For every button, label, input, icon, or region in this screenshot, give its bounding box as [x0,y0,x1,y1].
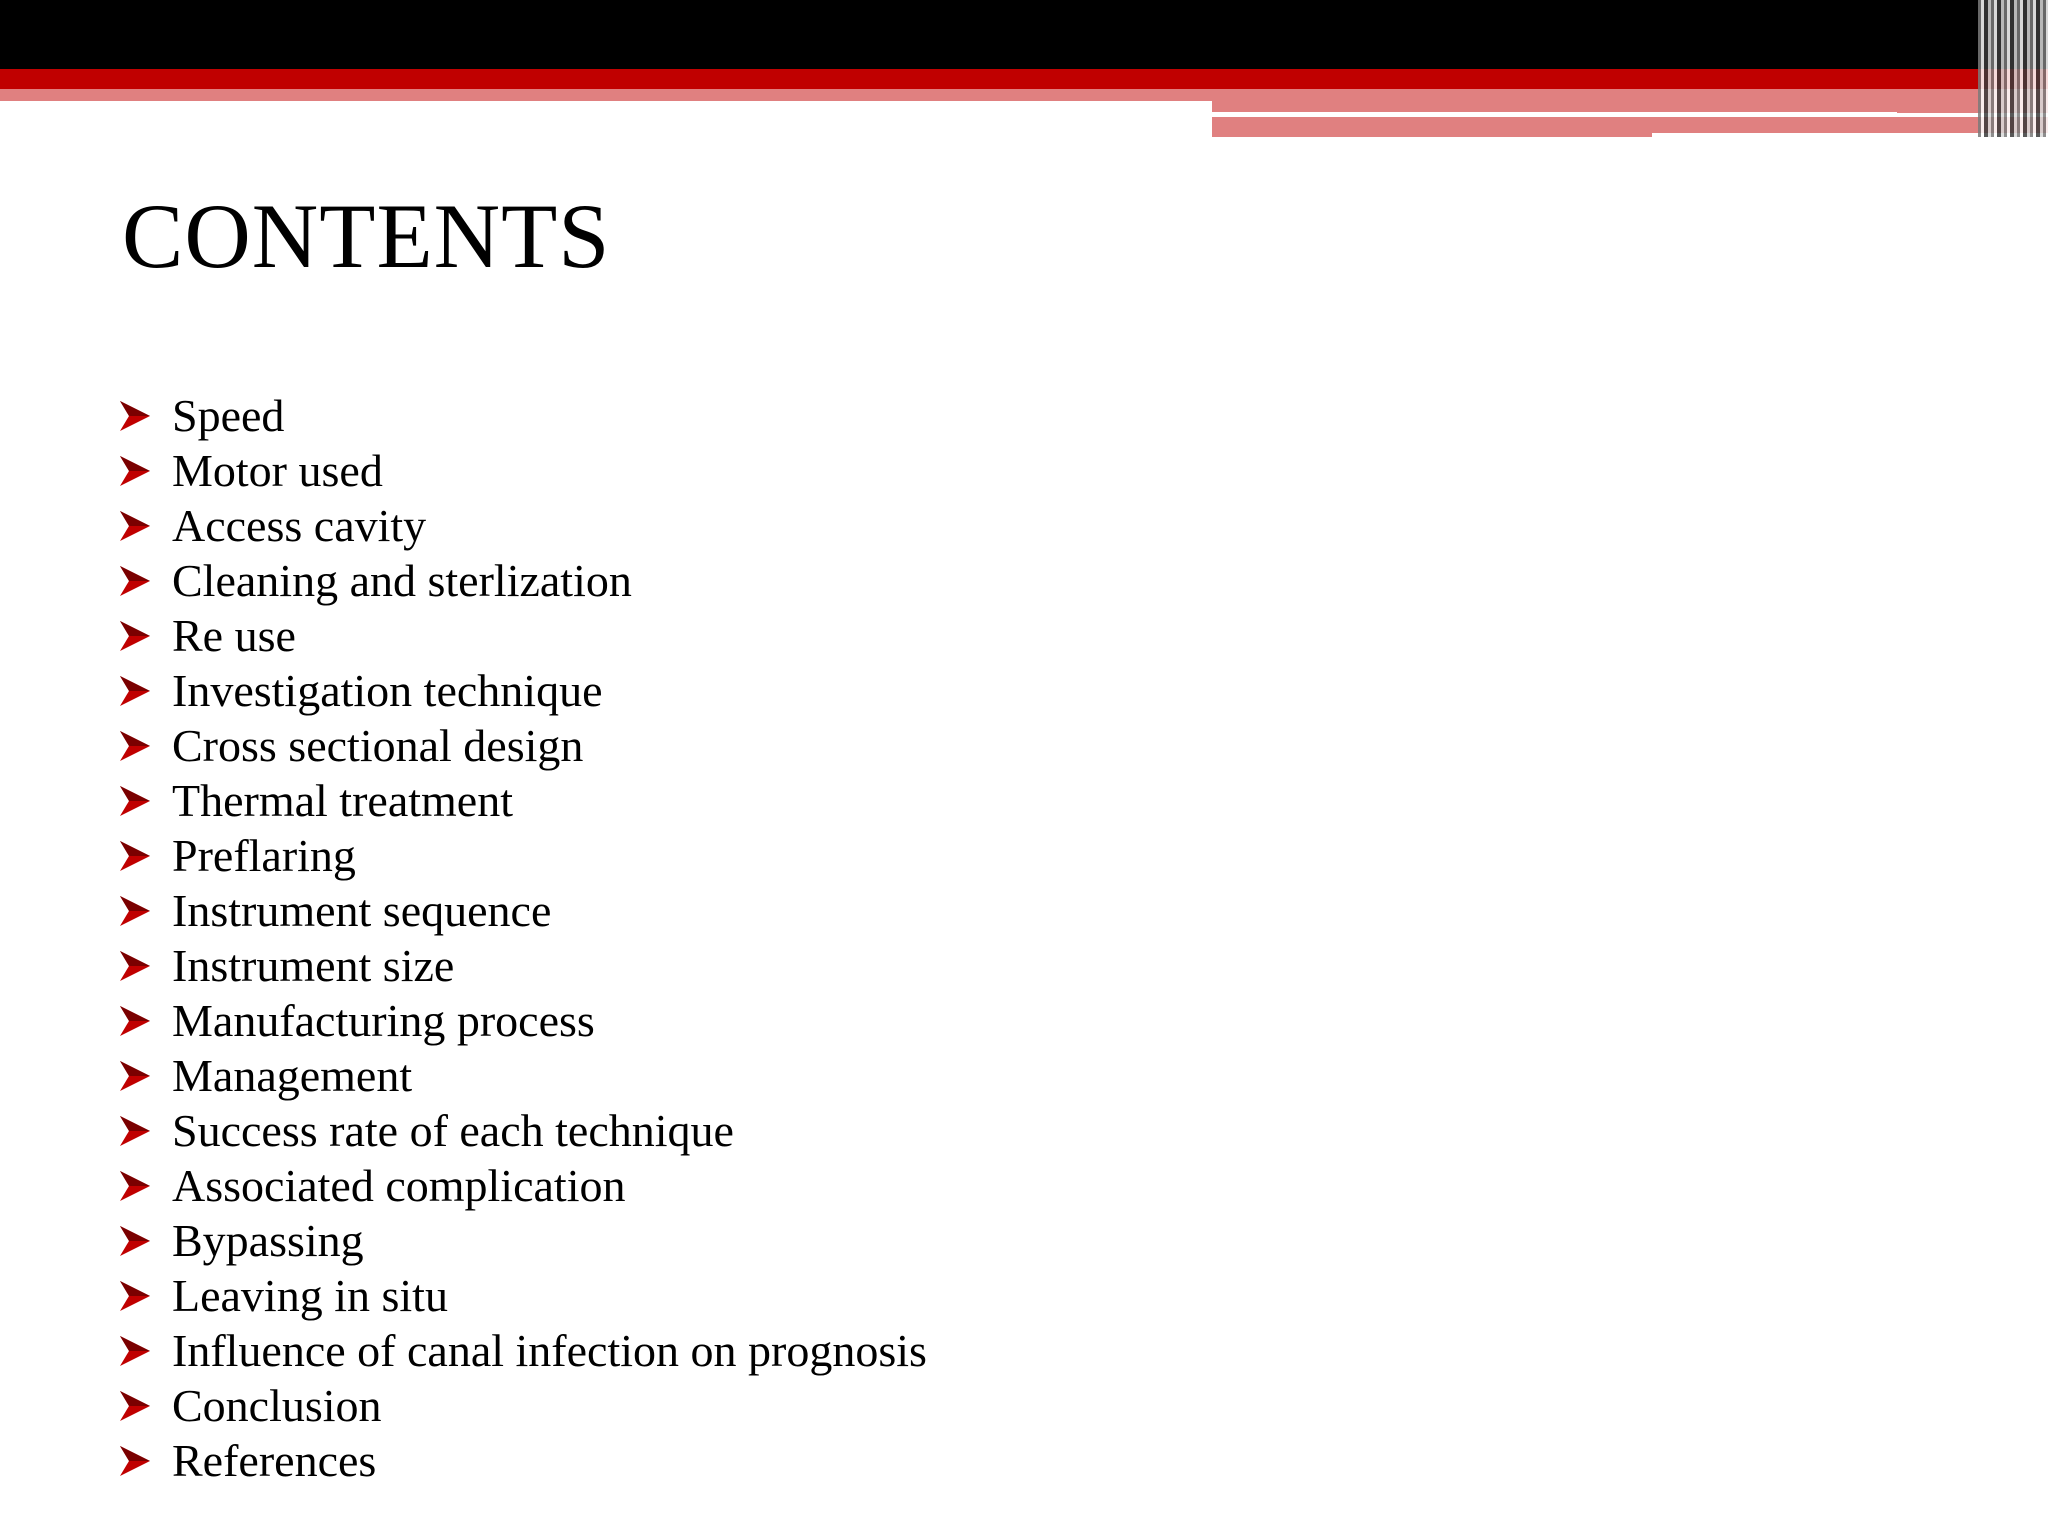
list-item-text: Investigation technique [172,665,603,716]
header-stripes-decoration [1978,0,2048,137]
arrowhead-bullet-icon [118,1389,172,1423]
list-item-text: Thermal treatment [172,775,514,826]
arrowhead-bullet-icon [118,1114,172,1148]
contents-list [118,388,927,1488]
arrowhead-bullet-icon [118,454,172,488]
list-item-text: Influence of canal infection on prognosis [172,1325,927,1376]
list-item-text: Access cavity [172,500,427,551]
list-item [118,443,927,498]
arrowhead-bullet-icon [118,1004,172,1038]
list-item [118,718,927,773]
arrowhead-bullet-icon [118,949,172,983]
list-item-text: Cross sectional design [172,720,584,771]
list-item [118,1433,927,1488]
list-item-text: Leaving in situ [172,1270,448,1321]
list-item-text: Speed [172,390,285,441]
arrowhead-bullet-icon [118,564,172,598]
list-item-text: Success rate of each technique [172,1105,734,1156]
header-red-band [0,69,2048,89]
list-item [118,938,927,993]
header-pink-band-low [1212,117,1652,137]
list-item-text: Instrument sequence [172,885,552,936]
list-item [118,1048,927,1103]
arrowhead-bullet-icon [118,894,172,928]
list-item-text: Conclusion [172,1380,382,1431]
list-item [118,663,927,718]
list-item-text: Instrument size [172,940,455,991]
header-pink-band-right [1212,89,2048,113]
list-item [118,608,927,663]
list-item-text: Cleaning and sterlization [172,555,632,606]
slide-title: CONTENTS [122,185,611,287]
arrowhead-bullet-icon [118,399,172,433]
arrowhead-bullet-icon [118,729,172,763]
arrowhead-bullet-icon [118,674,172,708]
list-item [118,1213,927,1268]
list-item [118,993,927,1048]
arrowhead-bullet-icon [118,619,172,653]
arrowhead-bullet-icon [118,1444,172,1478]
list-item [118,553,927,608]
arrowhead-bullet-icon [118,784,172,818]
list-item [118,883,927,938]
list-item [118,1103,927,1158]
arrowhead-bullet-icon [118,509,172,543]
list-item [118,388,927,443]
list-item-text: Bypassing [172,1215,364,1266]
list-item [118,1268,927,1323]
list-item-text: Preflaring [172,830,356,881]
header-pink-band-left [0,89,1212,101]
arrowhead-bullet-icon [118,1334,172,1368]
list-item [118,1158,927,1213]
list-item-text: Management [172,1050,413,1101]
list-item [118,1323,927,1378]
list-item-text: Motor used [172,445,383,496]
arrowhead-bullet-icon [118,1059,172,1093]
list-item-text: Associated complication [172,1160,626,1211]
list-item [118,498,927,553]
list-item-text: Manufacturing process [172,995,595,1046]
list-item [118,828,927,883]
list-item [118,773,927,828]
list-item [118,1378,927,1433]
arrowhead-bullet-icon [118,839,172,873]
arrowhead-bullet-icon [118,1279,172,1313]
arrowhead-bullet-icon [118,1169,172,1203]
arrowhead-bullet-icon [118,1224,172,1258]
header-black-band [0,0,2048,69]
list-item-text: Re use [172,610,296,661]
list-item-text: References [172,1435,377,1486]
